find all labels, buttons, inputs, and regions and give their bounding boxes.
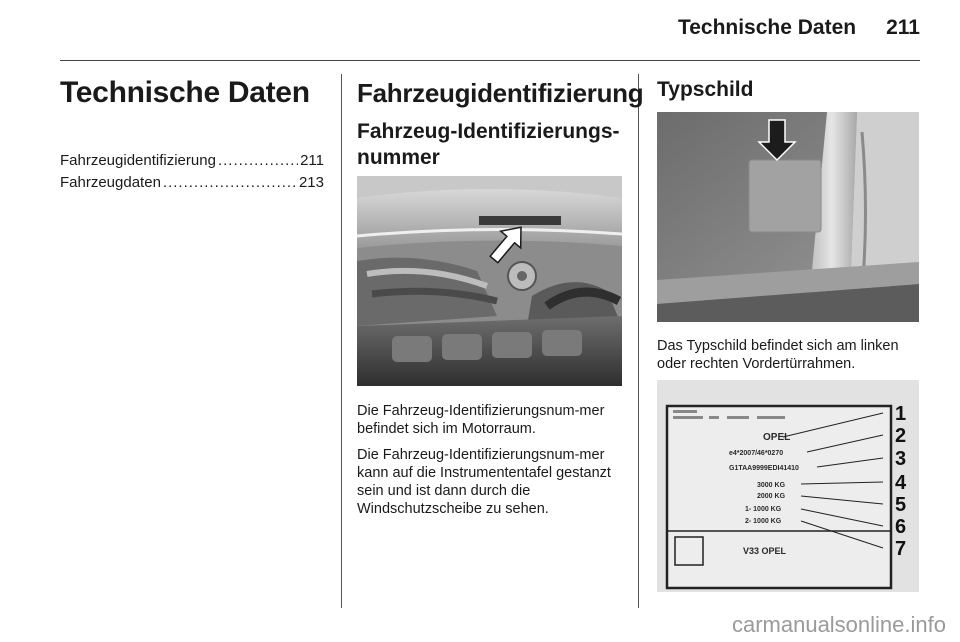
toc-entry-page: 211 bbox=[300, 152, 324, 169]
toc-entry[interactable] bbox=[60, 150, 324, 172]
toc-entry-page: 213 bbox=[298, 174, 324, 191]
callout-7: 7 bbox=[895, 538, 907, 560]
door-frame-illustration bbox=[657, 112, 919, 322]
typschild-title: Typschild bbox=[657, 78, 754, 101]
watermark: carmanualsonline.info bbox=[731, 612, 946, 637]
column-divider-left bbox=[341, 74, 342, 608]
plate-vin: G1TAA9999EDI41410 bbox=[729, 465, 799, 472]
running-header bbox=[678, 16, 920, 40]
engine-bay-illustration bbox=[357, 176, 622, 386]
toc-entry-label: Fahrzeugidentifizierung bbox=[60, 152, 216, 169]
column-divider-right bbox=[638, 74, 639, 608]
door-frame-photo bbox=[657, 112, 919, 322]
toc-leader bbox=[218, 150, 298, 172]
typschild-description: Das Typschild befindet sich am linken oder rechten Vordertürrahmen. bbox=[657, 338, 899, 372]
plate-weight-train: 2000 KG bbox=[757, 493, 786, 500]
callout-1: 1 bbox=[895, 403, 907, 425]
section-title: Fahrzeugidentifizierung bbox=[357, 78, 644, 108]
toc-leader bbox=[163, 172, 297, 194]
toc-entry-label: Fahrzeugdaten bbox=[60, 174, 161, 191]
plate-approval-number: e4*2007/46*0270 bbox=[729, 450, 784, 457]
type-plate-illustration bbox=[657, 380, 919, 592]
subsection-title: Fahrzeug-Identifizierungs-nummer bbox=[357, 120, 620, 169]
header-rule bbox=[60, 60, 920, 61]
callout-2: 2 bbox=[895, 425, 907, 447]
callout-3: 3 bbox=[895, 448, 907, 470]
vin-description bbox=[357, 402, 619, 526]
plate-weight-gross: 3000 KG bbox=[757, 482, 786, 489]
callout-6: 6 bbox=[895, 516, 907, 538]
type-plate-diagram bbox=[657, 380, 919, 592]
running-header-title: Technische Daten bbox=[677, 16, 857, 39]
plate-brand: OPEL bbox=[763, 432, 791, 443]
plate-weight-axle-1: 1- 1000 KG bbox=[745, 506, 782, 513]
paragraph: Die Fahrzeug-Identifizierungsnum-mer kann auf die Instrumententafel gestanzt sein und ist dann durch die Windschutzscheibe zu sehen. bbox=[357, 447, 611, 517]
page-number: 211 bbox=[886, 16, 920, 39]
table-of-contents bbox=[60, 150, 324, 194]
engine-bay-photo bbox=[357, 176, 622, 386]
chapter-title: Technische Daten bbox=[60, 76, 310, 109]
toc-entry[interactable] bbox=[60, 172, 324, 194]
paragraph: Die Fahrzeug-Identifizierungsnum-mer befindet sich im Motorraum. bbox=[357, 403, 605, 437]
plate-footer: V33 OPEL bbox=[743, 546, 787, 556]
callout-4: 4 bbox=[895, 472, 907, 494]
callout-5: 5 bbox=[895, 494, 907, 516]
plate-weight-axle-2: 2- 1000 KG bbox=[745, 518, 782, 525]
